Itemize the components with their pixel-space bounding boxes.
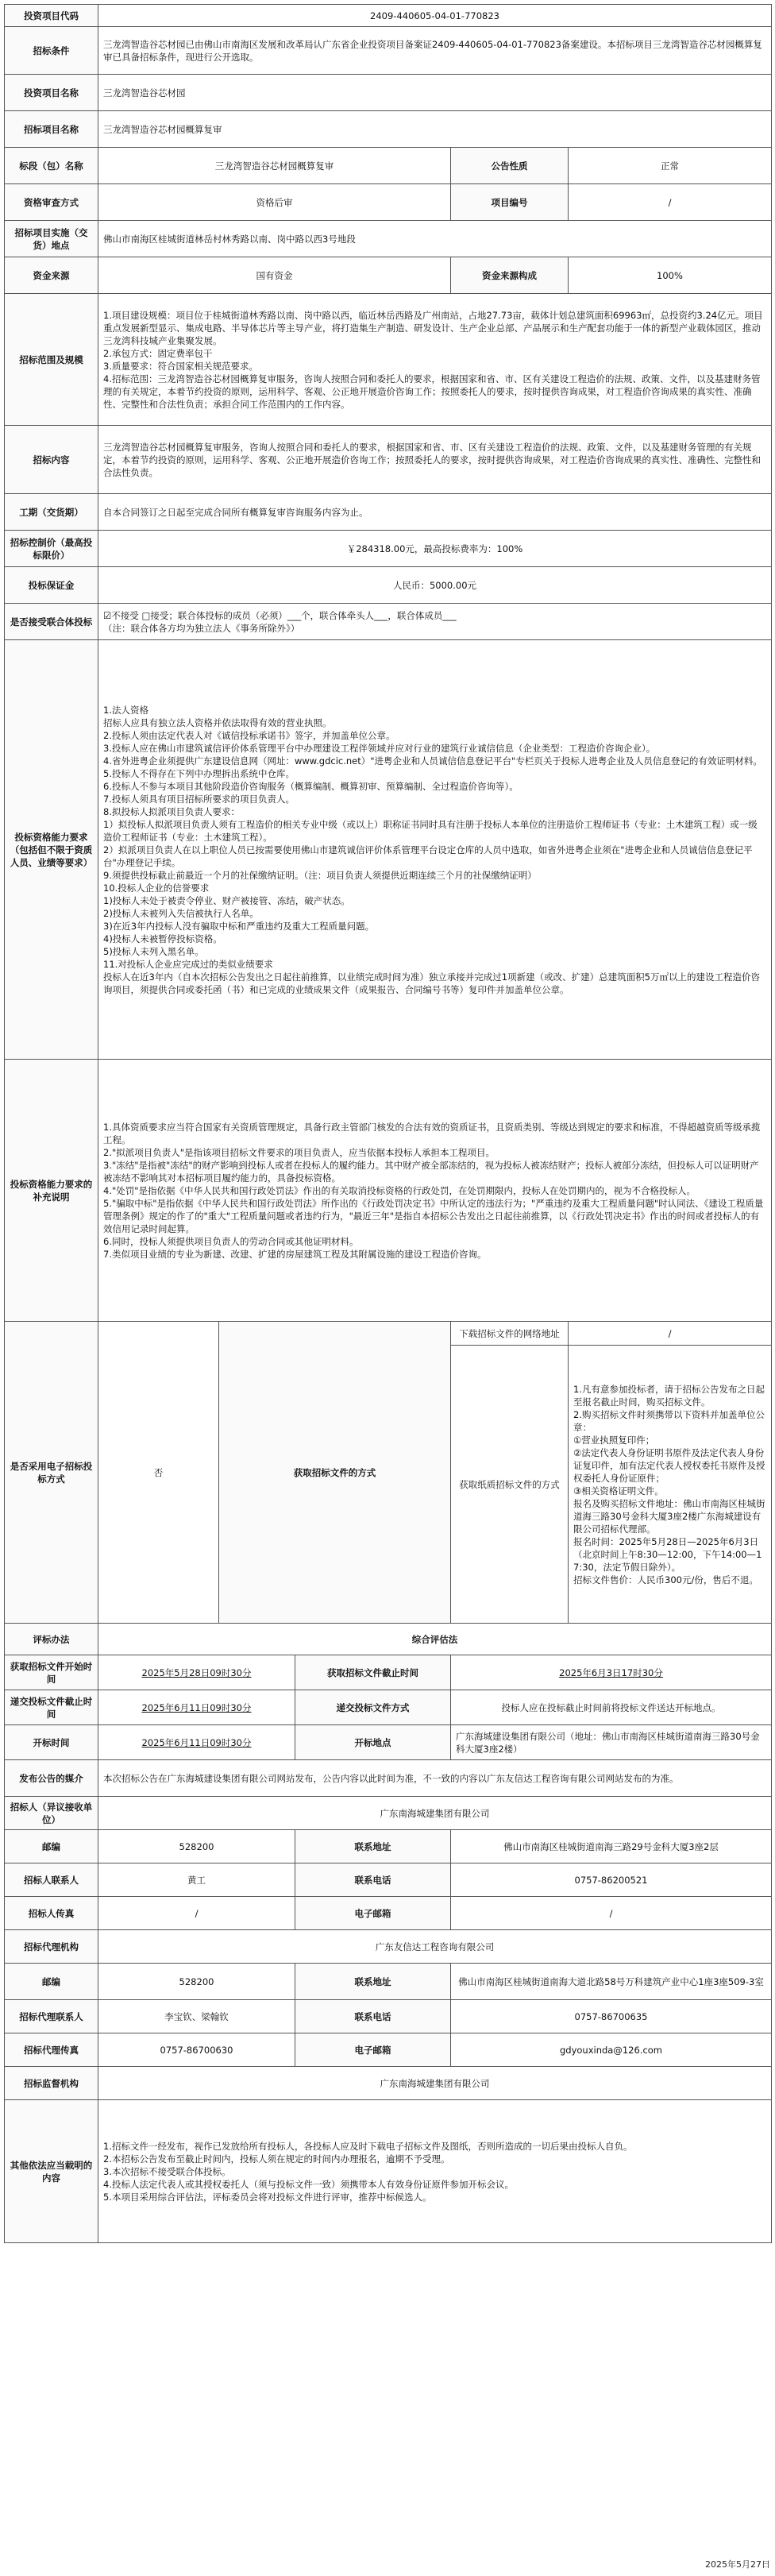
content-label: 招标内容 [5,426,98,494]
project-code-label: 投资项目代码 [5,5,98,27]
row-location [5,221,772,257]
project-number-value: / [569,184,772,221]
bid-method-value: 投标人应在投标截止时间前将投标文件送达开标地点。 [451,1690,772,1725]
row-tenderer-contact [5,1863,772,1897]
paper-doc-value: 1.凡有意参加投标者，请于招标公告发布之日起至报名截止时间，购买招标文件。 2.购买招标文件时须携带以下资料并加盖单位公章： ①营业执照复印件； ②法定代表人身份证明书原件及法定代表人身份证复印件，加有法定代表人授权委托书原件及授权委托人身份证原件； ③相关资格证明文件。 报名及购买招标文件地址：佛山市南海区桂城街道海三路30号金科大厦3座2楼广东海城建设有限公司招标代理部。 报名时间：2025年5月28日—2025年6月3日（北京时间上午8:30—12:00，下午14:00—17:30，法定节假日除外）。 招标文件售价：人民币300元/份，售后不退。 [569,1346,772,1624]
row-review [5,184,772,221]
location-value: 佛山市南海区桂城街道林岳村林秀路以南、岗中路以西3号地段 [98,221,772,257]
tenderer-address-value: 佛山市南海区桂城街道南海三路29号金科大厦3座2层 [451,1830,772,1863]
project-code-value: 2409-440605-04-01-770823 [98,5,772,27]
row-requirements [5,640,772,1060]
tender-project-name-label: 招标项目名称 [5,111,98,148]
agent-post-value: 528200 [98,1964,295,2000]
agent-post-label: 邮编 [5,1964,98,2000]
scope-label: 招标范围及规模 [5,294,98,426]
row-e-bid-top [5,1322,772,1346]
row-tender-conditions [5,27,772,75]
download-url-value: / [569,1322,772,1346]
method-value: 综合评估法 [98,1624,772,1655]
bid-deadline-label: 递交投标文件截止时间 [5,1690,98,1725]
notice-type-label: 公告性质 [451,148,569,184]
tenderer-address-label: 联系地址 [295,1830,451,1863]
agent-label: 招标代理机构 [5,1930,98,1964]
row-time-1 [5,1655,772,1690]
supervisor-value: 广东南海城建集团有限公司 [98,2067,772,2100]
funding-composition-label: 资金来源构成 [451,257,569,294]
media-label: 发布公告的媒介 [5,1760,98,1797]
doc-end-value: 2025年6月3日17时30分 [451,1655,772,1690]
row-method [5,1624,772,1655]
row-section [5,148,772,184]
project-number-label: 项目编号 [451,184,569,221]
row-other [5,2100,772,2243]
doc-start-value: 2025年5月28日09时30分 [98,1655,295,1690]
e-bid-label: 是否采用电子招标投标方式 [5,1322,98,1624]
agent-value: 广东友信达工程咨询有限公司 [98,1930,772,1964]
agent-address-value: 佛山市南海区桂城街道南海大道北路58号万科建筑产业中心1座3座509-3室 [451,1964,772,2000]
scope-value: 1.项目建设规模：项目位于桂城街道林秀路以南、岗中路以西，临近林岳西路及广州南站，占地27.73亩，载体计划总建筑面积69963㎡，总投资约3.24亿元。项目重点发展新型显示、集成电路、半导体芯片等主导产业，将打造集生产制造、研发设计、生产企业总部、产品展示和生产配套功能于一体的新型产业载体园区，推动三龙湾科技城产业集聚发展。 2.承包方式：固定费率包干 3.质量要求：符合国家相关规范要求。 4.招标范围：三龙湾智造谷芯材园概算复审服务，咨询人按照合同和委托人的要求，根据国家和省、市、区有关建设工程造价的法规、政策、文件，以及基建财务管理的有关规定，本着节约投资的原则，运用科学、客观、公正地开展造价咨询工作；按照委托人的要求，按时提供咨询成果，对工程造价咨询成果的真实性、准确性、完整性和合法性负责；承担合同工作范围内的工作内容。 [98,294,772,426]
row-consortium [5,604,772,640]
supervisor-label: 招标监督机构 [5,2067,98,2100]
row-notes [5,1060,772,1322]
row-tenderer [5,1797,772,1830]
control-price-value: ￥284318.00元，最高投标费率为：100% [98,531,772,567]
row-agent-post [5,1964,772,2000]
method-label: 评标办法 [5,1624,98,1655]
agent-fax-value: 0757-86700630 [98,2033,295,2067]
funding-label: 资金来源 [5,257,98,294]
section-value: 三龙湾智造谷芯材园概算复审 [98,148,451,184]
row-tenderer-post [5,1830,772,1863]
row-agent-fax [5,2033,772,2067]
other-label: 其他依法应当载明的内容 [5,2100,98,2243]
tenderer-value: 广东南海城建集团有限公司 [98,1797,772,1830]
tender-project-name-value: 三龙湾智造谷芯材园概算复审 [98,111,772,148]
tenderer-email-value: / [451,1897,772,1930]
tenderer-contact-value: 黄工 [98,1863,295,1897]
project-name-value: 三龙湾智造谷芯材园 [98,75,772,111]
agent-fax-label: 招标代理传真 [5,2033,98,2067]
control-price-label: 招标控制价（最高投标限价） [5,531,98,567]
project-name-label: 投资项目名称 [5,75,98,111]
review-label: 资格审查方式 [5,184,98,221]
tenderer-email-label: 电子邮箱 [295,1897,451,1930]
row-agent-contact [5,2000,772,2033]
doc-start-label: 获取招标文件开始时间 [5,1655,98,1690]
row-time-2 [5,1690,772,1725]
agent-address-label: 联系地址 [295,1964,451,2000]
agent-phone-label: 联系电话 [295,2000,451,2033]
funding-value: 国有资金 [98,257,451,294]
opening-place-value: 广东海城建设集团有限公司（地址：佛山市南海区桂城街道南海三路30号金科大厦3座2楼） [451,1725,772,1760]
row-agent [5,1930,772,1964]
row-tenderer-fax [5,1897,772,1930]
tenderer-phone-value: 0757-86200521 [451,1863,772,1897]
tenderer-contact-label: 招标人联系人 [5,1863,98,1897]
tenderer-fax-value: / [98,1897,295,1930]
download-url-label: 下载招标文件的网络地址 [451,1322,569,1346]
content-value: 三龙湾智造谷芯材园概算复审服务，咨询人按照合同和委托人的要求，根据国家和省、市、区有关建设工程造价的法规、政策、文件，以及基建财务管理的有关规定，本着节约投资的原则，运用科学、客观、公正地开展造价咨询工作；按照委托人的要求，按时提供咨询成果，对工程造价咨询成果的真实性、准确性、完整性和合法性负责。 [98,426,772,494]
row-bond [5,567,772,604]
funding-composition-value: 100% [569,257,772,294]
media-value: 本次招标公告在广东海城建设集团有限公司网站发布，公告内容以此时间为准，不一致的内容以广东友信达工程咨询有限公司网站发布的为准。 [98,1760,772,1797]
agent-phone-value: 0757-86700635 [451,2000,772,2033]
notice-table [4,4,772,2243]
requirements-value: 1.法人资格 招标人应具有独立法人资格并依法取得有效的营业执照。 2.投标人须由法定代表人对《诚信投标承诺书》签字，并加盖单位公章。 3.投标人应在佛山市建筑诚信评价体系管理平台中办理建设工程伴领域并应对行业的建筑行业诚信信息（企业类型：工程造价咨询企业）。 4.省外进粤企业须提供广东建设信息网（网址：www.gdcic.net）"进粤企业和人员诚信信息登记平台"专栏页关于投标人进粤企业及人员信息登记的有效证明材料。 5.投标人不得存在下列中办理拆出系统中仓库。 6.投标人不参与本项目其他阶段造价咨询服务（概算编制、概算初审、预算编制、全过程造价咨询等）。 7.投标人须具有项目招标所要求的项目负责人。 8.拟投标人拟派项目负责人要求： 1）拟投标人拟派项目负责人须有工程造价的相关专业中级（或以上）职称证书同时具有注册于投标人本单位的注册造价工程师证书（专业：土木建筑工程）或一级造价工程师证书（专业：土木建筑工程）。 2）拟派项目负责人在以上职位人员已按需要使用佛山市建筑诚信评价体系管理平台设定仓库的人员中选取，如省外进粤企业须在"进粤企业和人员诚信信息登记平台"办理登记手续。 9.须提供投标截止前最近一个月的社保缴纳证明。（注：项目负责人须提供近期连续三个月的社保缴纳证明） 10.投标人企业的信誉要求 1)投标人未处于被责令停业、财产被接管、冻结，破产状态。 2)投标人未被列入失信被执行人名单。 3)在近3年内投标人没有骗取中标和严重违约及重大工程质量问题。 4)投标人未被暂停投标资格。 5)投标人未列入黑名单。 11.对投标人企业应完成过的类似业绩要求 投标人在近3年内（自本次招标公告发出之日起往前推算，以业绩完成时间为准）独立承接并完成过1项新建（或改、扩建）总建筑面积5万㎡以上的建设工程造价咨询项目，须提供合同或委托函（书）和已完成的业绩成果文件（成果报告、合同编号书等）复印件并加盖单位公章。 [98,640,772,1060]
row-funding [5,257,772,294]
row-scope [5,294,772,426]
bid-deadline-value: 2025年6月11日09时30分 [98,1690,295,1725]
row-content [5,426,772,494]
doc-method-label: 获取招标文件的方式 [219,1322,451,1624]
other-value: 1.招标文件一经发布，视作已发放给所有投标人，各投标人应及时下载电子招标文件及图纸，否则所造成的一切后果由投标人自负。 2.本招标公告发布至截止时间内，投标人须在规定的时间内办理报名，逾期不予受理。 3.本次招标不接受联合体投标。 4.投标人法定代表人或其授权委托人（须与投标文件一致）须携带本人有效身份证原件参加开标会议。 5.本项目采用综合评估法，评标委员会将对投标文件进行评审，推荐中标候选人。 [98,2100,772,2243]
period-value: 自本合同签订之日起至完成合同所有概算复审咨询服务内容为止。 [98,494,772,531]
notes-label: 投标资格能力要求的补充说明 [5,1060,98,1322]
consortium-label: 是否接受联合体投标 [5,604,98,640]
review-value: 资格后审 [98,184,451,221]
requirements-label: 投标资格能力要求（包括但不限于资质人员、业绩等要求） [5,640,98,1060]
tenderer-phone-label: 联系电话 [295,1863,451,1897]
row-project-code [5,5,772,27]
tender-conditions-label: 招标条件 [5,27,98,75]
row-period [5,494,772,531]
row-tender-project-name [5,111,772,148]
paper-doc-label: 获取纸质招标文件的方式 [451,1346,569,1624]
footer-date: 2025年5月27日 [705,2559,770,2570]
row-supervisor [5,2067,772,2100]
bond-label: 投标保证金 [5,567,98,604]
section-label: 标段（包）名称 [5,148,98,184]
row-media [5,1760,772,1797]
agent-contact-value: 李宝钦、梁翰钦 [98,2000,295,2033]
tenderer-fax-label: 招标人传真 [5,1897,98,1930]
row-project-name [5,75,772,111]
opening-time-value: 2025年6月11日09时30分 [98,1725,295,1760]
location-label: 招标项目实施（交货）地点 [5,221,98,257]
notice-type-value: 正常 [569,148,772,184]
tenderer-post-value: 528200 [98,1830,295,1863]
bond-value: 人民币：5000.00元 [98,567,772,604]
row-control-price [5,531,772,567]
e-bid-value: 否 [98,1322,219,1624]
consortium-value: ☑不接受 □接受；联合体投标的成员（必须）___个，联合体牵头人___，联合体成员___ （注：联合体各方均为独立法人《事务所除外》） [98,604,772,640]
agent-email-value: gdyouxinda@126.com [451,2033,772,2067]
tenderer-post-label: 邮编 [5,1830,98,1863]
agent-contact-label: 招标代理联系人 [5,2000,98,2033]
notes-value: 1.具体资质要求应当符合国家有关资质管理规定，具备行政主管部门核发的合法有效的资质证书，且资质类别、等级达到规定的要求和标准，不得超越资质等级承揽工程。 2."拟派项目负责人"是指该项目招标文件要求的项目负责人，应当依据本投标人承担本工程项目。 3."冻结"是指被"冻结"的财产影响到投标人或者在投标人的履约能力。其中财产被全部冻结的，视为投标人被冻结财产；投标人被部分冻结，但投标人可以证明财产被冻结不影响其对本招标项目履约能力的，具备投标资格。 4."处罚"是指依据《中华人民共和国行政处罚法》作出的有关取消投标资格的行政处罚，在处罚期限内，投标人在处罚期内的，视为不合格投标人。 5."骗取中标"是指依据《中华人民共和国行政处罚法》所作出的《行政处罚决定书》中所认定的违法行为；"严重违约及重大工程质量问题"时认同法、《建设工程质量管理条例》规定的作了的"重大"工程质量问题或者违约行为，"最近三年"是指自本招标公告发出之日起往前推算，以《行政处罚决定书》作出的时间或者投标人的有效信用记录时间起算。 6.同时，投标人须提供项目负责人的劳动合同或其他证明材料。 7.类似项目业绩的专业为新建、改建、扩建的房屋建筑工程及其附属设施的建设工程造价咨询。 [98,1060,772,1322]
period-label: 工期（交货期） [5,494,98,531]
doc-end-label: 获取招标文件截止时间 [295,1655,451,1690]
agent-email-label: 电子邮箱 [295,2033,451,2067]
tender-conditions-value: 三龙湾智造谷芯材园已由佛山市南海区发展和改革局认广东省企业投资项目备案证2409-440605-04-01-770823备案建设。本招标项目三龙湾智造谷芯材园概算复审已具备招标条件，现进行公开选取。 [98,27,772,75]
tenderer-label: 招标人（异议接收单位） [5,1797,98,1830]
row-time-3 [5,1725,772,1760]
opening-time-label: 开标时间 [5,1725,98,1760]
opening-place-label: 开标地点 [295,1725,451,1760]
bid-method-label: 递交投标文件方式 [295,1690,451,1725]
